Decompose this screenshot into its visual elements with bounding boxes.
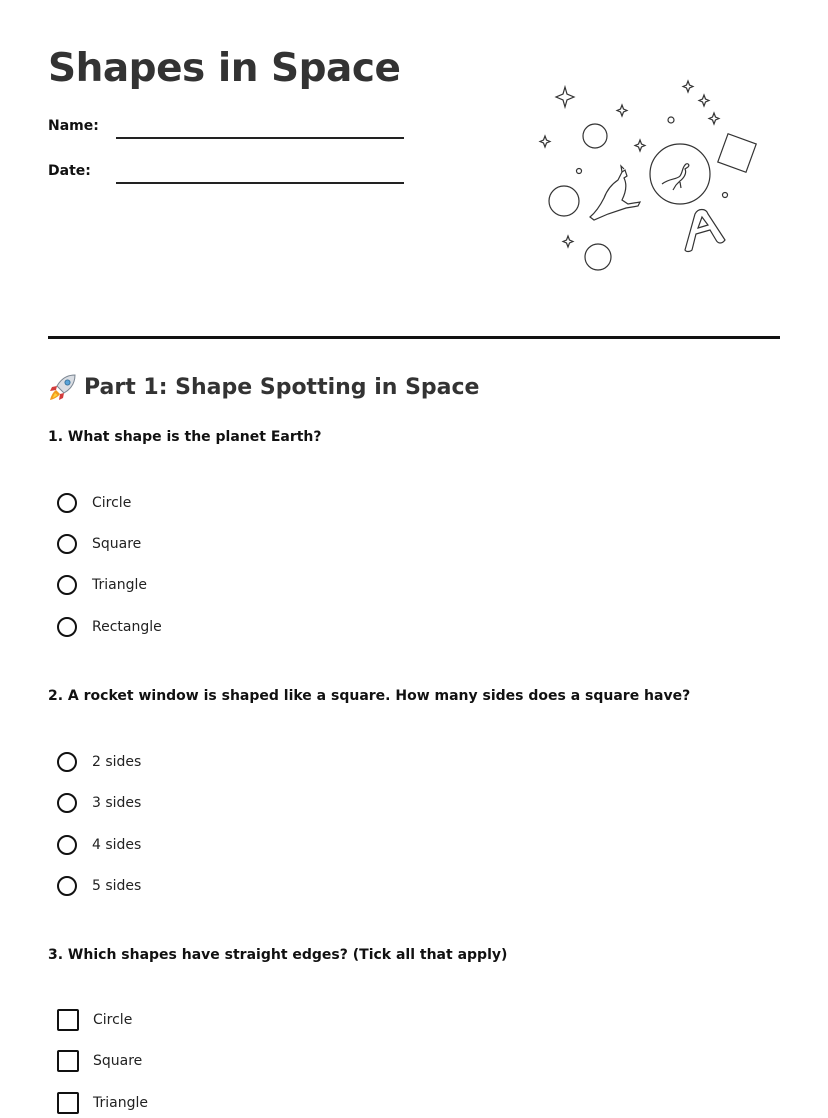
q2-option-4-sides[interactable] <box>57 832 141 858</box>
option-label: Square <box>93 1053 143 1069</box>
q3-option-circle[interactable] <box>57 1007 132 1033</box>
checkbox[interactable] <box>57 1009 79 1031</box>
star-icon <box>699 95 709 106</box>
part1-heading-text: Part 1: Shape Spotting in Space <box>84 374 480 400</box>
star-icon <box>617 105 627 116</box>
checkbox[interactable] <box>57 1092 79 1114</box>
radio-button[interactable] <box>57 752 77 772</box>
option-label: Square <box>92 536 142 552</box>
section-divider <box>48 336 780 339</box>
option-label: Circle <box>93 1012 133 1028</box>
option-label: Triangle <box>92 577 147 593</box>
option-label: Triangle <box>93 1095 148 1111</box>
question-3: 3. Which shapes have straight edges? (Tick all that apply) <box>48 947 508 963</box>
q1-option-rectangle[interactable] <box>57 614 162 640</box>
rocket-icon <box>48 372 78 402</box>
star-icon <box>540 136 550 147</box>
name-label: Name: <box>48 118 99 134</box>
option-label: Circle <box>92 495 132 511</box>
radio-button[interactable] <box>57 876 77 896</box>
q2-option-3-sides[interactable] <box>57 790 141 816</box>
option-label: 2 sides <box>92 754 142 770</box>
space-shapes-illustration <box>530 72 770 282</box>
option-label: Rectangle <box>92 619 162 635</box>
q1-option-square[interactable] <box>57 531 141 557</box>
radio-button[interactable] <box>57 493 77 513</box>
part1-heading <box>48 372 479 402</box>
q1-option-circle[interactable] <box>57 490 131 516</box>
date-field[interactable] <box>48 163 404 179</box>
star-icon <box>709 113 719 124</box>
option-label: 3 sides <box>92 795 142 811</box>
q1-option-triangle[interactable] <box>57 572 147 598</box>
question-2: 2. A rocket window is shaped like a square. How many sides does a square have? <box>48 688 691 704</box>
star-icon <box>683 81 693 92</box>
radio-button[interactable] <box>57 835 77 855</box>
q2-option-5-sides[interactable] <box>57 873 141 899</box>
date-label: Date: <box>48 163 91 179</box>
radio-button[interactable] <box>57 793 77 813</box>
radio-button[interactable] <box>57 534 77 554</box>
radio-button[interactable] <box>57 575 77 595</box>
q3-option-triangle[interactable] <box>57 1090 148 1116</box>
date-line[interactable] <box>116 182 404 184</box>
worksheet-title: Shapes in Space <box>48 46 401 91</box>
name-field[interactable] <box>48 118 404 134</box>
name-line[interactable] <box>116 137 404 139</box>
option-label: 5 sides <box>92 878 142 894</box>
question-1: 1. What shape is the planet Earth? <box>48 429 322 445</box>
radio-button[interactable] <box>57 617 77 637</box>
checkbox[interactable] <box>57 1050 79 1072</box>
q2-option-2-sides[interactable] <box>57 749 141 775</box>
option-label: 4 sides <box>92 837 142 853</box>
star-icon <box>635 140 645 151</box>
q3-option-square[interactable] <box>57 1048 142 1074</box>
star-icon <box>556 87 574 107</box>
star-icon <box>563 236 573 247</box>
